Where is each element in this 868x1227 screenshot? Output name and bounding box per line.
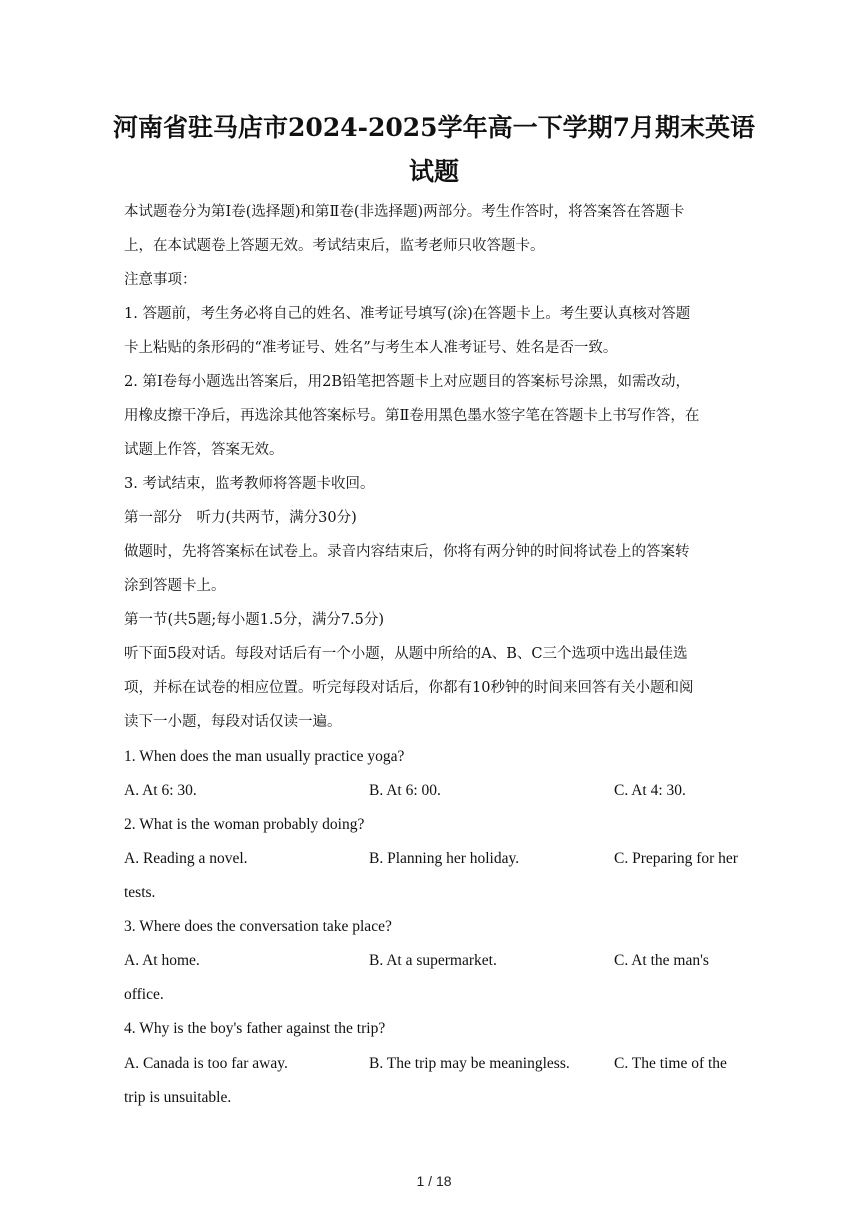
question-3-option-a: A. At home. xyxy=(124,952,200,969)
section1-instruction-continued-2: 读下一小题，每段对话仅读一遍。 xyxy=(124,714,342,730)
section1-instruction: 听下面5段对话。每段对话后有一个小题，从题中所给的A、B、C三个选项中选出最佳选 xyxy=(124,646,688,662)
document-title: 河南省驻马店市2024-2025学年高一下学期7月期末英语 xyxy=(113,113,755,142)
section1-instruction-continued: 项，并标在试卷的相应位置。听完每段对话后，你都有10秒钟的时间来回答有关小题和阅 xyxy=(124,680,694,696)
question-2-option-c: C. Preparing for her xyxy=(614,850,738,867)
page-indicator: 1 / 18 xyxy=(416,1173,452,1189)
question-1-option-b: B. At 6: 00. xyxy=(369,782,441,799)
note-2-continued-2: 试题上作答，答案无效。 xyxy=(124,442,284,458)
question-2-option-a: A. Reading a novel. xyxy=(124,850,248,867)
note-1: 1. 答题前，考生务必将自己的姓名、准考证号填写(涂)在答题卡上。考生要认真核对答题 xyxy=(124,306,691,322)
question-2-option-b: B. Planning her holiday. xyxy=(369,850,520,867)
question-3-option-b: B. At a supermarket. xyxy=(369,952,497,969)
question-3-option-c-continued: office. xyxy=(124,986,164,1003)
note-1-continued: 卡上粘贴的条形码的“准考证号、姓名”与考生本人准考证号、姓名是否一致。 xyxy=(124,340,618,356)
note-2-continued: 用橡皮擦干净后，再选涂其他答案标号。第Ⅱ卷用黑色墨水签字笔在答题卡上书写作答，在 xyxy=(124,408,700,424)
intro-paragraph-continued: 上，在本试题卷上答题无效。考试结束后，监考老师只收答题卡。 xyxy=(124,238,545,254)
part1-instruction: 做题时，先将答案标在试卷上。录音内容结束后，你将有两分钟的时间将试卷上的答案转 xyxy=(124,544,690,560)
notes-heading: 注意事项： xyxy=(124,272,197,288)
part1-instruction-continued: 涂到答题卡上。 xyxy=(124,578,226,594)
question-4-option-c: C. The time of the xyxy=(614,1055,727,1072)
question-1-stem: 1. When does the man usually practice yoga? xyxy=(124,748,405,765)
question-2-option-c-continued: tests. xyxy=(124,884,156,901)
question-4-option-a: A. Canada is too far away. xyxy=(124,1055,288,1072)
question-4-option-b: B. The trip may be meaningless. xyxy=(369,1055,570,1072)
question-4-option-c-continued: trip is unsuitable. xyxy=(124,1089,232,1106)
part1-heading: 第一部分 听力(共两节，满分30分) xyxy=(124,510,357,526)
question-4-stem: 4. Why is the boy's father against the trip? xyxy=(124,1020,386,1037)
question-3-stem: 3. Where does the conversation take place? xyxy=(124,918,392,935)
document-title-continued: 试题 xyxy=(408,157,459,186)
question-1-option-a: A. At 6: 30. xyxy=(124,782,197,799)
section1-heading: 第一节(共5题;每小题1.5分，满分7.5分) xyxy=(124,612,385,628)
question-2-stem: 2. What is the woman probably doing? xyxy=(124,816,365,833)
question-3-option-c: C. At the man's xyxy=(614,952,709,969)
intro-paragraph: 本试题卷分为第Ⅰ卷(选择题)和第Ⅱ卷(非选择题)两部分。考生作答时，将答案答在答题卡 xyxy=(124,204,685,220)
note-2: 2. 第Ⅰ卷每小题选出答案后，用2B铅笔把答题卡上对应题目的答案标号涂黑，如需改动， xyxy=(124,374,691,390)
question-1-option-c: C. At 4: 30. xyxy=(614,782,686,799)
note-3: 3. 考试结束，监考教师将答题卡收回。 xyxy=(124,476,375,492)
